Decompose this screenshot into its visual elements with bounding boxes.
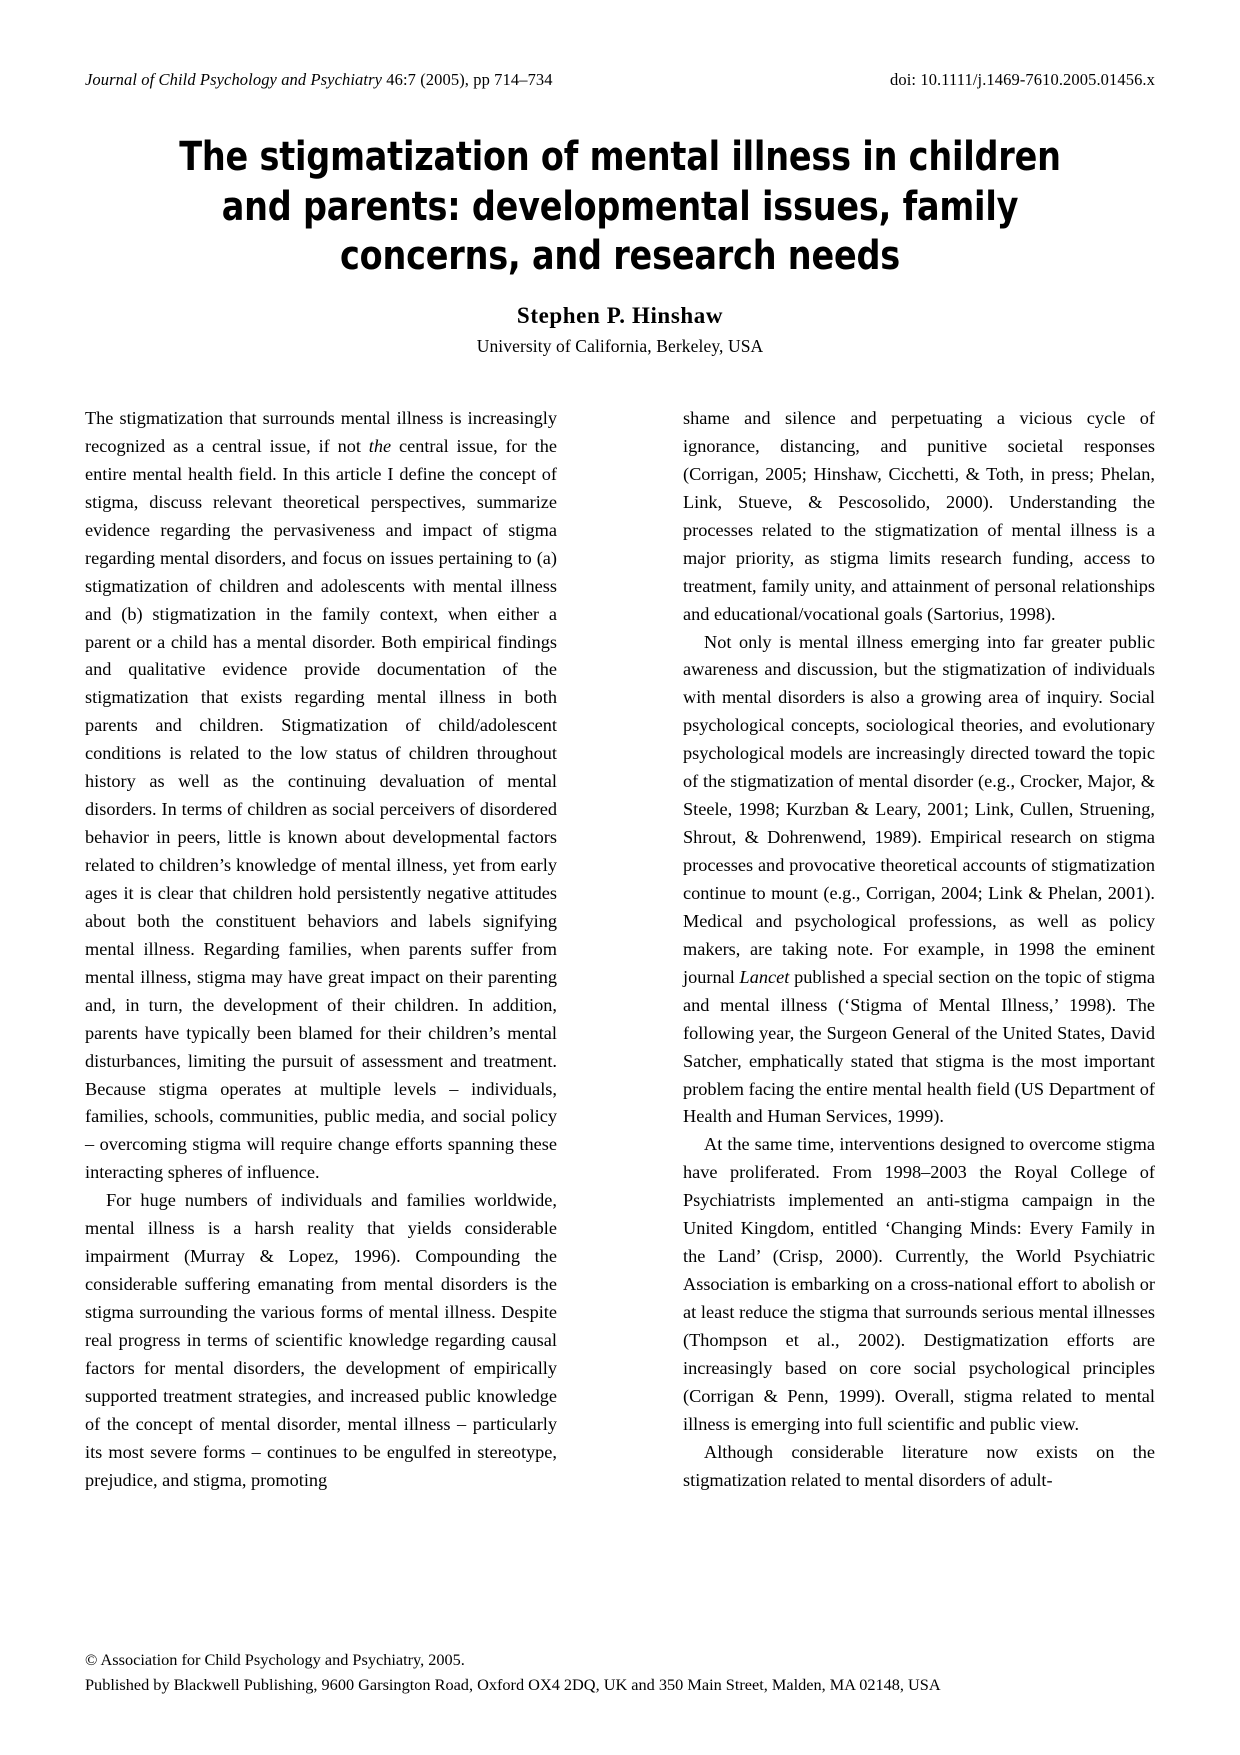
copyright-line: © Association for Child Psychology and Psychiatry, 2005. [85,1650,465,1669]
abstract-emphasis-the: the [368,435,392,456]
body-columns [85,405,1155,1575]
abstract-text-part-1: The stigmatization that surrounds mental illness is increasingly recognized as a central issue, if not [85,408,557,456]
author-affiliation: University of California, Berkeley, USA [476,336,764,356]
abstract-paragraph [85,405,557,1187]
right-column [683,405,1155,1575]
journal-title-lancet: Lancet [739,966,790,987]
page-title: The stigmatization of mental illness in children and parents: developmental issues, family concerns, and research needs [179,134,1061,280]
running-head [85,70,1155,90]
intro-p3-part-2: published a special section on the topic of stigma and mental illness (‘Stigma of Mental Illness,’ 1998). The following year, the Surgeon General of the United States, David Satcher, emphatically stated that stigma is the most important problem facing the entire mental health field (US Department of Health and Human Services, 1999). [683,966,1155,1127]
journal-citation [85,70,553,90]
publisher-line: Published by Blackwell Publishing, 9600 Garsington Road, Oxford OX4 2DQ, UK and 350 Main Street, Malden, MA 02148, USA [85,1674,941,1694]
author-block [0,303,1240,357]
left-column [85,405,557,1575]
title-block [130,133,1110,282]
journal-name: Journal of Child Psychology and Psychiatry [85,70,383,89]
author-name: Stephen P. Hinshaw [516,303,724,328]
intro-paragraph-2: shame and silence and perpetuating a vicious cycle of ignorance, distancing, and punitive societal responses (Corrigan, 2005; Hinshaw, Cicchetti, & Toth, in press; Phelan, Link, Stueve, & Pescosolido, 2000). Understanding the processes related to the stigmatization of mental illness is a major priority, as stigma limits research funding, access to treatment, family unity, and attainment of personal relationships and educational/vocational goals (Sartorius, 1998). [683,408,1155,624]
page-footer [85,1648,1160,1698]
abstract-text-part-2: central issue, for the entire mental health field. In this article I define the concept of stigma, discuss relevant theoretical perspectives, summarize evidence regarding the pervasiveness and impact of stigma regarding mental disorders, and focus on issues pertaining to (a) stigmatization of children and adolescents with mental illness and (b) stigmatization in the family context, when either a parent or a child has a mental disorder. Both empirical findings and qualitative evidence provide documentation of the stigmatization that exists regarding mental illness in both parents and children. Stigmatization of child/adolescent conditions is related to the low status of children throughout history as well as the continuing devaluation of mental disorders. In terms of children as social perceivers of disordered behavior in peers, little is known about developmental factors related to children’s knowledge of mental illness, yet from early ages it is clear that children hold persistently negative attitudes about both the constituent behaviors and labels signifying mental illness. Regarding families, when parents suffer from mental illness, stigma may have great impact on their parenting and, in turn, the development of their children. In addition, parents have typically been blamed for their children’s mental disturbances, limiting the pursuit of assessment and treatment. Because stigma operates at multiple levels – individuals, families, schools, communities, public media, and social policy – overcoming stigma will require change efforts spanning these interacting spheres of influence. [85,435,557,1183]
intro-paragraph-5: Although considerable literature now exists on the stigmatization related to mental disorders of adult- [683,1441,1155,1490]
intro-paragraph-4: At the same time, interventions designed to overcome stigma have proliferated. From 1998–2003 the Royal College of Psychiatrists implemented an anti-stigma campaign in the United Kingdom, entitled ‘Changing Minds: Every Family in the Land’ (Crisp, 2000). Currently, the World Psychiatric Association is embarking on a cross-national effort to abolish or at least reduce the stigma that surrounds serious mental illnesses (Thompson et al., 2002). Destigmatization efforts are increasingly based on core social psychological principles (Corrigan & Penn, 1999). Overall, stigma related to mental illness is emerging into full scientific and public view. [683,1134,1155,1434]
intro-p3-part-1: Not only is mental illness emerging into far greater public awareness and discussion, but the stigmatization of individuals with mental disorders is also a growing area of inquiry. Social psychological concepts, sociological theories, and evolutionary psychological models are increasingly directed toward the topic of the stigmatization of mental disorder (e.g., Crocker, Major, & Steele, 1998; Kurzban & Leary, 2001; Link, Cullen, Struening, Shrout, & Dohrenwend, 1989). Empirical research on stigma processes and provocative theoretical accounts of stigmatization continue to mount (e.g., Corrigan, 2004; Link & Phelan, 2001). Medical and psychological professions, as well as policy makers, are taking note. For example, in 1998 the eminent journal [683,631,1155,987]
doi-text: doi: 10.1111/j.1469-7610.2005.01456.x [890,70,1155,89]
intro-paragraph-1: For huge numbers of individuals and families worldwide, mental illness is a harsh reality that yields considerable impairment (Murray & Lopez, 1996). Compounding the considerable suffering emanating from mental disorders is the stigma surrounding the various forms of mental illness. Despite real progress in terms of scientific knowledge regarding causal factors for mental disorders, the development of empirically supported treatment strategies, and increased public knowledge of the concept of mental disorder, mental illness – particularly its most severe forms – continues to be engulfed in stereotype, prejudice, and stigma, promoting [85,1190,557,1490]
intro-paragraph-3 [683,629,1155,1132]
journal-issue-pages: 46:7 (2005), pp 714–734 [382,70,553,89]
